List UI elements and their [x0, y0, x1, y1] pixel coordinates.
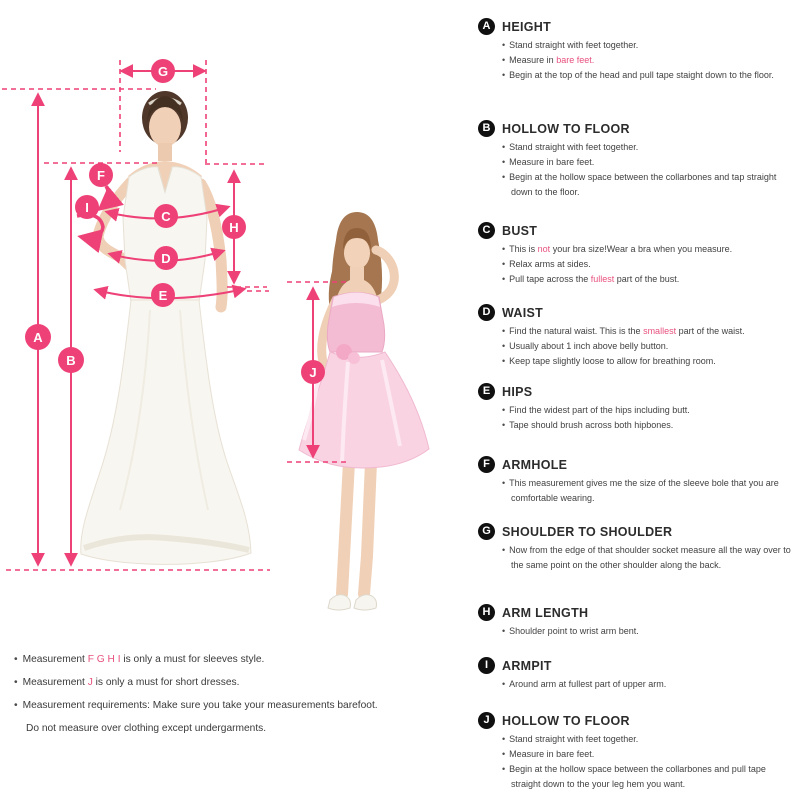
letter-badge: B [478, 120, 495, 137]
bullet-dot: • [502, 274, 506, 284]
bullet-text: Stand straight with feet together. [509, 40, 639, 50]
bullet-dot: • [502, 157, 506, 167]
letter-badge: A [478, 18, 495, 35]
bullet-text: Shoulder point to wrist arm bent. [509, 626, 639, 636]
instruction-bullet [502, 155, 796, 170]
measurement-title: HIPS [502, 384, 533, 399]
instruction-list [478, 624, 796, 639]
svg-text:H: H [229, 220, 239, 235]
bullet-dot: • [502, 40, 506, 50]
label-E [151, 283, 175, 307]
instruction-bullet [502, 272, 796, 287]
svg-text:A: A [33, 330, 43, 345]
footnote-text: Measurement J is only a must for short dresses. [22, 677, 240, 688]
measurement-header [478, 712, 796, 729]
svg-text:D: D [161, 251, 171, 266]
instruction-bullet [502, 324, 796, 339]
measurement-title: ARMHOLE [502, 457, 568, 472]
bullet-dot: • [502, 244, 506, 254]
bullet-text: Now from the edge of that shoulder socket measure all the way over to the same point on the other shoulder along the back. [509, 545, 791, 570]
svg-text:E: E [158, 288, 168, 303]
bullet-dot: • [502, 259, 506, 269]
measurement-title: HEIGHT [502, 19, 552, 34]
svg-text:B: B [66, 353, 76, 368]
bullet-dot: • [502, 420, 506, 430]
measurement-title: WAIST [502, 305, 544, 320]
measurement-item-J [478, 712, 796, 792]
shoe [328, 595, 351, 610]
instruction-list [478, 677, 796, 692]
measurement-title: ARMPIT [502, 658, 552, 673]
bullet-dot: • [502, 326, 506, 336]
label-D [154, 246, 178, 270]
footnote [14, 694, 384, 740]
measurement-item-F [478, 456, 796, 506]
label-H [222, 215, 246, 239]
measurement-header [478, 120, 796, 137]
instruction-bullet [502, 732, 796, 747]
letter-badge: I [478, 657, 495, 674]
bullet-dot: • [502, 142, 506, 152]
letter-badge: G [478, 523, 495, 540]
footnote-text: Measurement requirements: Make sure you take your measurements barefoot. Do not measure over clothing except undergarments. [22, 700, 378, 734]
measurement-title: ARM LENGTH [502, 605, 589, 620]
instruction-list [478, 476, 796, 506]
instruction-list [478, 324, 796, 369]
instruction-bullet [502, 543, 796, 573]
svg-text:C: C [161, 209, 171, 224]
bullet-text: Begin at the hollow space between the collarbones and tap straight down to the floor. [509, 172, 777, 197]
measurement-item-D [478, 304, 796, 369]
measurement-item-E [478, 383, 796, 433]
bullet-dot: • [502, 341, 506, 351]
bullet-dot: • [502, 405, 506, 415]
measurement-header [478, 304, 796, 321]
measurement-header [478, 222, 796, 239]
bullet-dot: • [502, 749, 506, 759]
label-G [151, 59, 175, 83]
measurement-header [478, 18, 796, 35]
measurement-header [478, 383, 796, 400]
label-B [58, 347, 84, 373]
bullet-text: Measure in bare feet. [509, 157, 595, 167]
bullet-text: Stand straight with feet together. [509, 734, 639, 744]
letter-badge: F [478, 456, 495, 473]
bullet-dot: • [14, 654, 18, 665]
bullet-dot: • [502, 172, 506, 182]
measurement-item-I [478, 657, 796, 692]
bullet-dot: • [502, 55, 506, 65]
svg-text:J: J [309, 365, 317, 380]
label-A [25, 324, 51, 350]
bullet-text: Begin at the hollow space between the collarbones and pull tape straight down to the your leg hem you want. [509, 764, 766, 789]
bullet-text: Find the widest part of the hips including butt. [509, 405, 690, 415]
measurement-header [478, 657, 796, 674]
measurement-header [478, 523, 796, 540]
bullet-text: Tape should brush across both hipbones. [509, 420, 674, 430]
measurement-item-A [478, 18, 796, 83]
svg-text:G: G [157, 64, 169, 79]
instruction-bullet [502, 53, 796, 68]
bullet-text: Usually about 1 inch above belly button. [509, 341, 669, 351]
bullet-dot: • [14, 677, 18, 688]
bullet-dot: • [502, 478, 506, 488]
instruction-bullet [502, 339, 796, 354]
measurement-header [478, 604, 796, 621]
footnote [14, 648, 384, 671]
shoe [354, 595, 377, 610]
instruction-bullet [502, 170, 796, 200]
short-dress-figure [299, 212, 429, 610]
bullet-dot: • [502, 764, 506, 774]
bullet-text: Relax arms at sides. [509, 259, 591, 269]
instruction-bullet [502, 677, 796, 692]
instruction-list [478, 543, 796, 573]
instruction-bullet [502, 68, 796, 83]
svg-text:F: F [97, 168, 105, 183]
measurement-item-C [478, 222, 796, 287]
instruction-list [478, 403, 796, 433]
instruction-list [478, 38, 796, 83]
bride-figure [81, 91, 251, 564]
measurement-item-B [478, 120, 796, 200]
label-C [154, 204, 178, 228]
bullet-text: Begin at the top of the head and pull tape staight down to the floor. [509, 70, 774, 80]
bullet-dot: • [14, 700, 18, 711]
measurement-title: SHOULDER TO SHOULDER [502, 524, 673, 539]
instruction-bullet [502, 242, 796, 257]
bullet-text: Find the natural waist. This is the smallest part of the waist. [509, 326, 745, 336]
bullet-text: Measure in bare feet. [509, 55, 595, 65]
measurement-title: HOLLOW TO FLOOR [502, 713, 630, 728]
measurement-title: HOLLOW TO FLOOR [502, 121, 630, 136]
instruction-list [478, 140, 796, 200]
footnote [14, 671, 384, 694]
bullet-text: Keep tape slightly loose to allow for breathing room. [509, 356, 716, 366]
instruction-bullet [502, 624, 796, 639]
bullet-dot: • [502, 356, 506, 366]
bullet-text: Stand straight with feet together. [509, 142, 639, 152]
instruction-bullet [502, 762, 796, 792]
measurement-item-H [478, 604, 796, 639]
bullet-dot: • [502, 70, 506, 80]
bullet-dot: • [502, 545, 506, 555]
instruction-bullet [502, 403, 796, 418]
letter-badge: D [478, 304, 495, 321]
label-F [89, 163, 113, 187]
label-I [75, 195, 99, 219]
instruction-bullet [502, 476, 796, 506]
letter-badge: C [478, 222, 495, 239]
instruction-bullet [502, 140, 796, 155]
instruction-list [478, 732, 796, 792]
measurement-title: BUST [502, 223, 538, 238]
bullet-text: Pull tape across the fullest part of the bust. [509, 274, 680, 284]
footnote-text: Measurement F G H I is only a must for sleeves style. [22, 654, 265, 665]
instruction-bullet [502, 354, 796, 369]
measurement-header [478, 456, 796, 473]
bullet-dot: • [502, 734, 506, 744]
svg-text:I: I [85, 200, 89, 215]
instruction-bullet [502, 747, 796, 762]
letter-badge: E [478, 383, 495, 400]
bullet-text: Measure in bare feet. [509, 749, 595, 759]
bullet-text: This measurement gives me the size of the sleeve bole that you are comfortable wearing. [509, 478, 779, 503]
bullet-text: Around arm at fullest part of upper arm. [509, 679, 667, 689]
bullet-dot: • [502, 626, 506, 636]
instruction-bullet [502, 38, 796, 53]
measurement-item-G [478, 523, 796, 573]
label-J [301, 360, 325, 384]
bullet-text: This is not your bra size!Wear a bra when you measure. [509, 244, 733, 254]
instruction-bullet [502, 418, 796, 433]
letter-badge: J [478, 712, 495, 729]
notes [14, 648, 384, 740]
instruction-list [478, 242, 796, 287]
instruction-bullet [502, 257, 796, 272]
bullet-dot: • [502, 679, 506, 689]
letter-badge: H [478, 604, 495, 621]
